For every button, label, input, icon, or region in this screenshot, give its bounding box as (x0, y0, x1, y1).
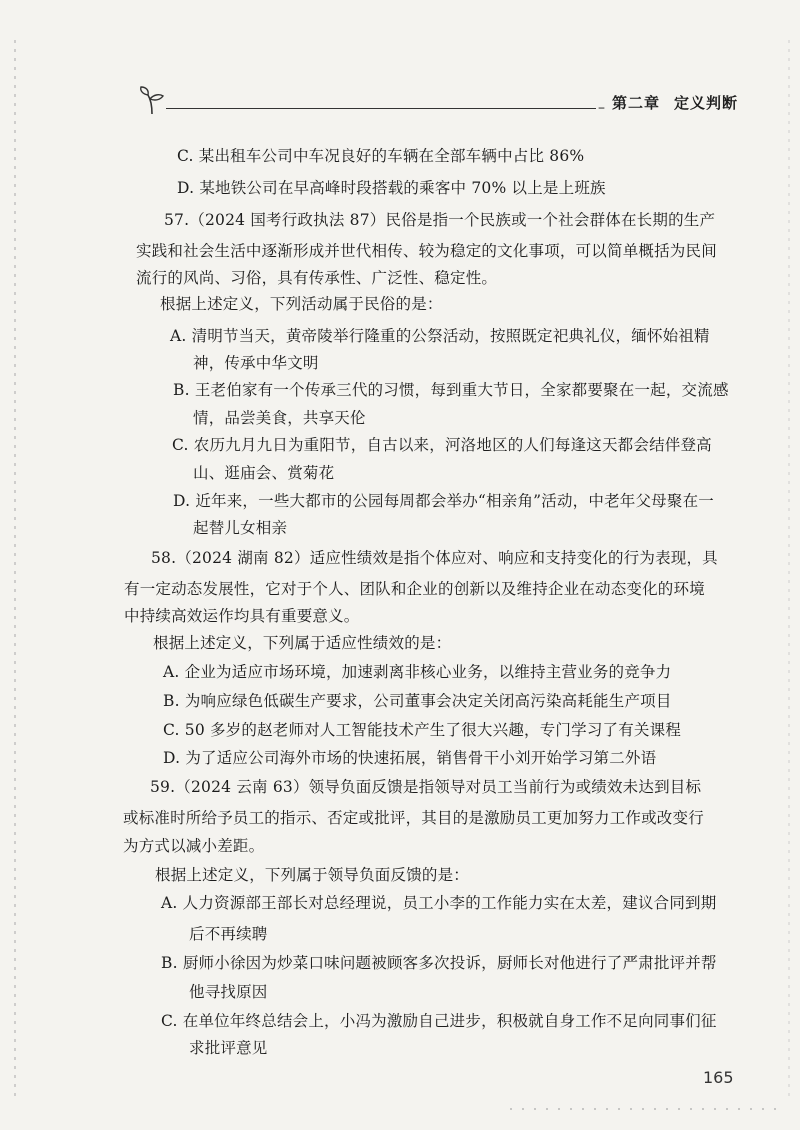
option-line: A. 人力资源部王部长对总经理说，员工小李的工作能力实在太差，建议合同到期 (161, 894, 717, 912)
option-line: 起替儿女相亲 (193, 519, 288, 537)
option-line: 后不再续聘 (189, 925, 268, 943)
question-line: 有一定动态发展性，它对于个人、团队和企业的创新以及维持企业在动态变化的环境 (124, 580, 705, 598)
question-line: 或标准时所给予员工的指示、否定或批评，其目的是激励员工更加努力工作或改变行 (123, 809, 704, 827)
option-line: 神，传承中华文明 (193, 354, 319, 372)
option-line: B. 王老伯家有一个传承三代的习惯，每到重大节日，全家都要聚在一起，交流感 (173, 381, 729, 399)
header-rule (166, 108, 596, 109)
option-line: D. 近年来，一些大都市的公园每周都会举办“相亲角”活动，中老年父母聚在一 (173, 492, 714, 510)
chapter-heading (612, 92, 738, 113)
page-number: 165 (703, 1068, 734, 1087)
option-line: B. 为响应绿色低碳生产要求，公司董事会决定关闭高污染高耗能生产项目 (163, 692, 672, 710)
question-line: 中持续高效运作均具有重要意义。 (124, 607, 360, 625)
option-line: D. 为了适应公司海外市场的快速拓展，销售骨干小刘开始学习第二外语 (163, 749, 657, 767)
scan-edge-right (788, 40, 790, 1100)
running-header (138, 86, 738, 120)
option-line: 山、逛庙会、赏菊花 (193, 464, 335, 482)
option-line: C. 在单位年终总结会上，小冯为激励自己进步，积极就自身工作不足向同事们征 (161, 1012, 717, 1030)
option-line: 他寻找原因 (189, 983, 268, 1001)
option-line: 求批评意见 (189, 1039, 268, 1057)
option-line: B. 厨师小徐因为炒菜口味问题被顾客多次投诉，厨师长对他进行了严肃批评并帮 (161, 954, 717, 972)
question-line: 实践和社会生活中逐渐形成并世代相传、较为稳定的文化事项，可以简单概括为民间 (136, 242, 717, 260)
option-line: C. 农历九月九日为重阳节，自古以来，河洛地区的人们每逢这天都会结伴登高 (172, 436, 712, 454)
option-line: C. 某出租车公司中车况良好的车辆在全部车辆中占比 86% (177, 147, 585, 165)
scan-edge-left (14, 40, 16, 1100)
chapter-label: 第二章 (612, 94, 661, 112)
sprout-icon (138, 86, 168, 116)
prompt-line: 根据上述定义，下列属于领导负面反馈的是： (155, 866, 470, 884)
header-dash: – (598, 100, 605, 116)
section-label: 定义判断 (674, 94, 739, 112)
question-line: 58.（2024 湖南 82）适应性绩效是指个体应对、响应和支持变化的行为表现，具 (151, 549, 718, 567)
prompt-line: 根据上述定义，下列活动属于民俗的是： (160, 295, 443, 313)
option-line: A. 清明节当天，黄帝陵举行隆重的公祭活动，按照既定祀典礼仪，缅怀始祖精 (170, 327, 710, 345)
question-line: 57.（2024 国考行政执法 87）民俗是指一个民族或一个社会群体在长期的生产 (164, 211, 716, 229)
question-line: 59.（2024 云南 63）领导负面反馈是指领导对员工当前行为或绩效未达到目标 (150, 778, 702, 796)
option-line: D. 某地铁公司在早高峰时段搭载的乘客中 70% 以上是上班族 (177, 179, 606, 197)
question-line: 流行的风尚、习俗，具有传承性、广泛性、稳定性。 (136, 269, 498, 287)
option-line: A. 企业为适应市场环境，加速剥离非核心业务，以维持主营业务的竞争力 (163, 663, 672, 681)
option-line: 情，品尝美食，共享天伦 (193, 409, 366, 427)
scan-noise (510, 1108, 780, 1110)
prompt-line: 根据上述定义，下列属于适应性绩效的是： (153, 634, 452, 652)
option-line: C. 50 多岁的赵老师对人工智能技术产生了很大兴趣，专门学习了有关课程 (163, 721, 682, 739)
question-line: 为方式以减小差距。 (123, 837, 265, 855)
